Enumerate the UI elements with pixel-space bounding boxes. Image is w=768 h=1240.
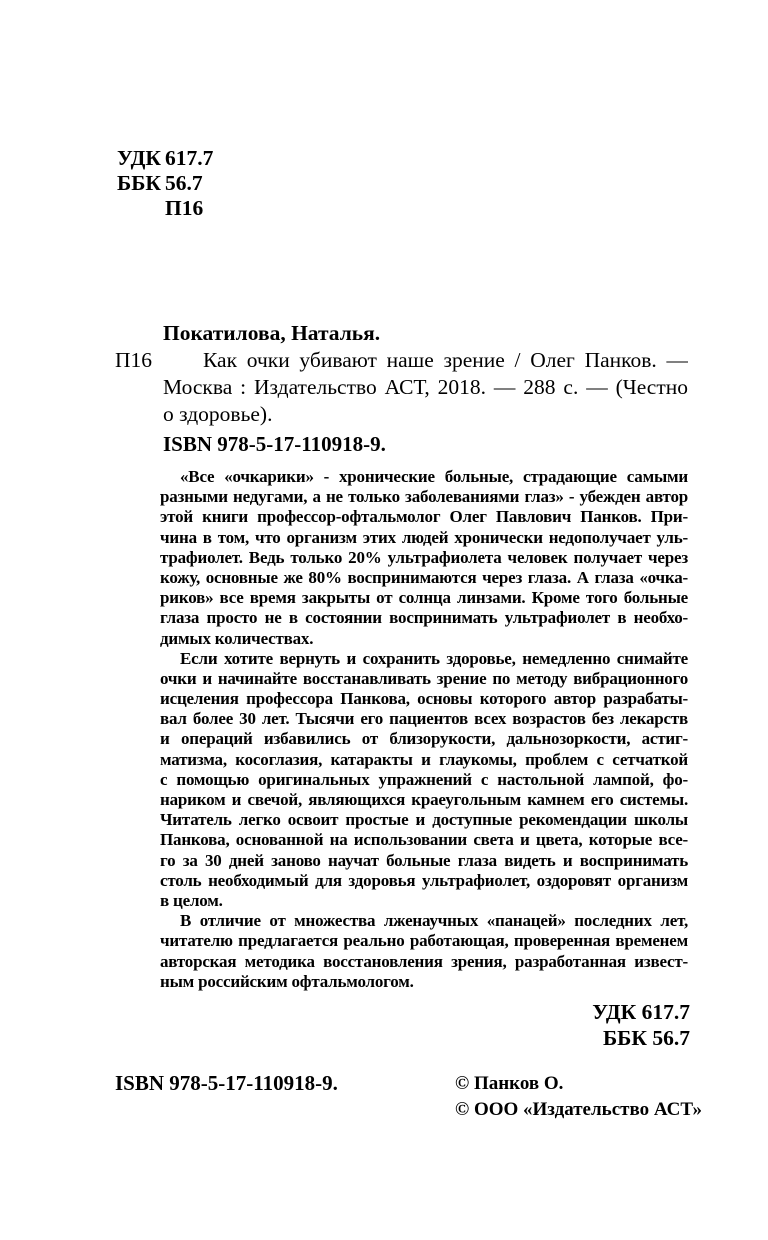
text-line: с помощью оригинальных упражнений с настольной лампой, фо- — [160, 769, 688, 789]
copyright-author: © Панков О. — [455, 1073, 564, 1094]
author-sign-spacer — [117, 196, 165, 221]
bottom-classification-block — [592, 1000, 690, 1051]
bbk-bottom: ББК 56.7 — [602, 1025, 690, 1050]
catalog-author-sign: П16 — [115, 348, 153, 372]
udk-label: УДК — [117, 146, 161, 170]
text-line: исцеления профессора Панкова, основы которого автор разрабаты- — [160, 689, 688, 709]
text-line: и операций избавились от близорукости, дальнозоркости, астиг- — [160, 729, 688, 749]
text-line: го за 30 дней заново научат больные глаза видеть и воспринимать — [160, 850, 688, 870]
text-line: матизма, косоглазия, катаракты и глаукомы, проблем с сетчаткой — [160, 749, 688, 769]
udk-value: 617.7 — [165, 146, 214, 170]
text-line: очки и начинайте восстанавливать зрение по методу вибрационного — [160, 668, 688, 688]
copyright-publisher: © ООО «Издательство АСТ» — [455, 1098, 703, 1120]
text-line: Читатель легко освоит простые и доступные рекомендации школы — [160, 810, 688, 830]
text-line: димых количествах. — [160, 628, 314, 648]
text-line: «Все «очкарики» - хронические больные, страдающие самыми — [180, 467, 688, 486]
text-line: В отличие от множества лженаучных «панацей» последних лет, — [180, 911, 688, 931]
text-line: чина в том, что организм этих людей хронически недополучает уль- — [160, 527, 688, 547]
catalog-entry — [115, 320, 688, 428]
text-line: вал более 30 лет. Тысячи его пациентов всех возрастов без лекарств — [160, 709, 688, 729]
copyright-block — [455, 1071, 702, 1122]
udk-bottom: УДК 617.7 — [592, 1000, 690, 1024]
text-line: кожу, основные же 80% воспринимаются через глаза. А глаза «очка- — [160, 567, 688, 587]
isbn-footer: ISBN 978-5-17-110918-9. — [115, 1071, 338, 1095]
bbk-line — [117, 171, 213, 196]
text-line: Панкова, основанной на использовании света и цвета, которые все- — [160, 830, 688, 850]
text-line: трафиолет. Ведь только 20% ультрафиолета человек получает через — [160, 547, 688, 567]
text-line: разными недугами, а не только заболеваниями глаз» - убежден автор — [160, 487, 688, 507]
text-line: глаза просто не в состоянии воспринимать ультрафиолет в необхо- — [160, 608, 688, 628]
annotation-text — [160, 467, 688, 992]
text-line: Москва : Издательство АСТ, 2018. — 288 с. — (Честно — [163, 375, 688, 399]
text-line: Если хотите вернуть и сохранить здоровье, немедленно снимайте — [180, 648, 688, 668]
text-line: в целом. — [160, 890, 223, 910]
author-sign-line — [117, 196, 213, 221]
annotation-paragraph-3 — [160, 911, 688, 992]
text-line: Как очки убивают наше зрение / Олег Панков. — — [203, 348, 688, 372]
author-heading: Покатилова, Наталья. — [163, 321, 381, 345]
text-line: столь необходимый для здоровья ультрафиолет, оздоровят организм — [160, 870, 688, 890]
bbk-value: 56.7 — [165, 171, 203, 195]
catalog-description — [163, 347, 688, 428]
top-classification-block — [117, 146, 213, 221]
udk-line — [117, 146, 213, 171]
text-line: нариком и свечой, являющихся краеугольным камнем его системы. — [160, 790, 688, 809]
annotation-paragraph-1 — [160, 467, 688, 649]
isbn-catalog: ISBN 978-5-17-110918-9. — [163, 432, 386, 456]
bbk-label: ББК — [117, 171, 162, 195]
author-sign: П16 — [165, 196, 204, 220]
text-line: читателю предлагается реально работающая, проверенная временем — [160, 931, 688, 951]
text-line: о здоровье). — [163, 402, 273, 426]
text-line: риков» все время закрыты от солнца линзами. Кроме того больные — [160, 588, 688, 608]
text-line: этой книги профессор-офтальмолог Олег Павлович Панков. При- — [160, 507, 688, 527]
text-line: ным российским офтальмологом. — [160, 971, 414, 991]
annotation-paragraph-2 — [160, 649, 688, 911]
text-line: авторская методика восстановления зрения, разработанная извест- — [160, 951, 688, 971]
